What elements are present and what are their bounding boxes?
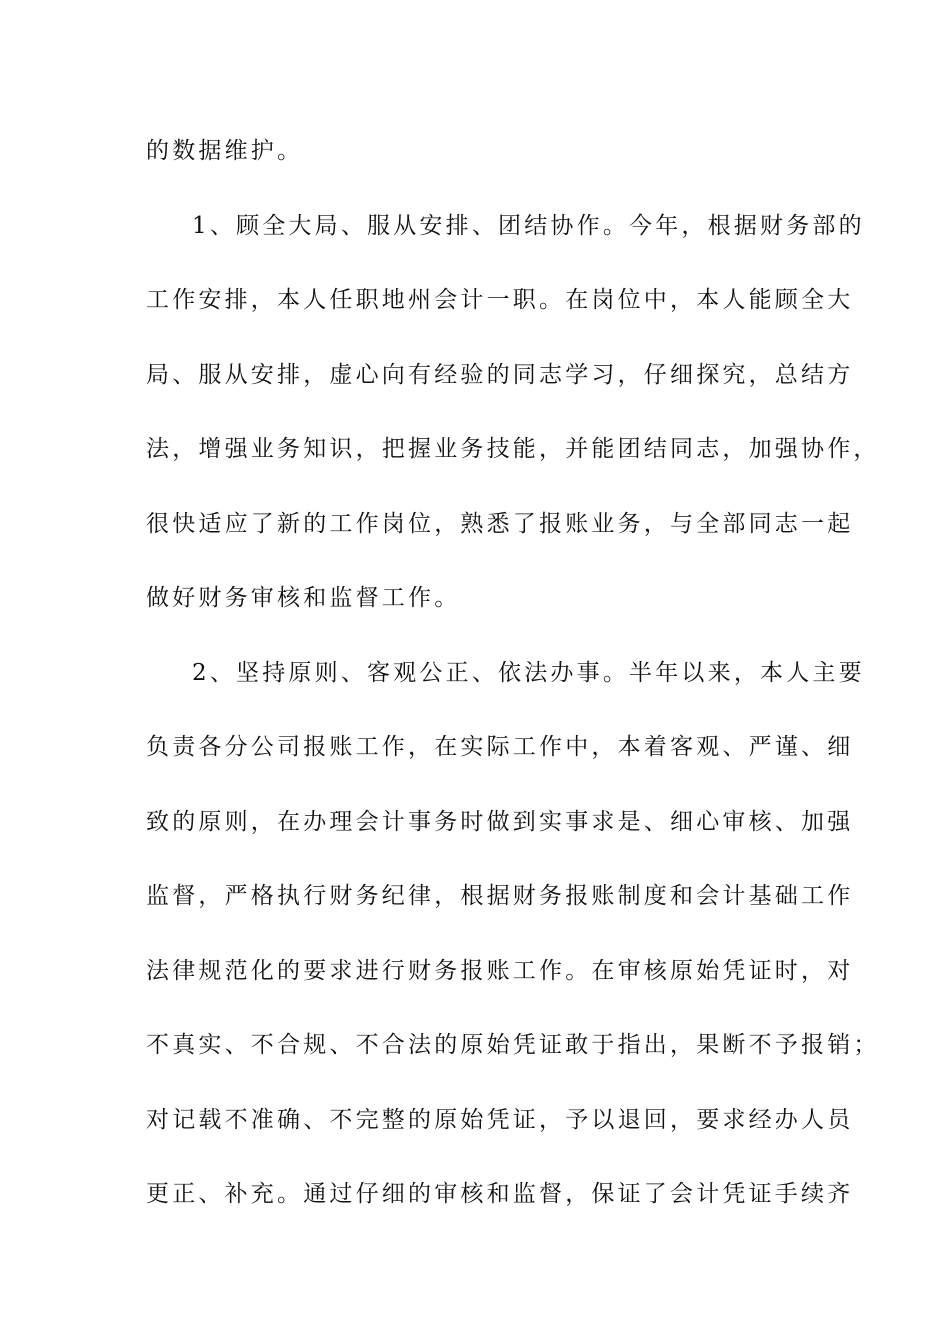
body-text — [146, 126, 880, 1244]
text-line: 致的原则，在办理会计事务时做到实事求是、细心审核、加强 — [146, 808, 854, 835]
text-line: 局、服从安排，虚心向有经验的同志学习，仔细探究，总结方 — [146, 361, 854, 388]
text-line: 更正、补充。通过仔细的审核和监督，保证了会计凭证手续齐 — [146, 1181, 854, 1207]
text-line: 负责各分公司报账工作，在实际工作中，本着客观、严谨、细 — [146, 734, 854, 760]
text-line: 不真实、不合规、不合法的原始凭证敢于指出，果断不予报销； — [146, 1032, 880, 1058]
text-line: 2、坚持原则、客观公正、依法办事。半年以来，本人主要 — [192, 659, 865, 686]
text-line: 1、顾全大局、服从安排、团结协作。今年，根据财务部的 — [192, 212, 865, 239]
text-line: 法律规范化的要求进行财务报账工作。在审核原始凭证时，对 — [146, 957, 854, 984]
text-line: 很快适应了新的工作岗位，熟悉了报账业务，与全部同志一起 — [146, 510, 854, 537]
text-line: 的数据维护。 — [146, 138, 304, 164]
text-line: 监督，严格执行财务纪律，根据财务报账制度和会计基础工作 — [146, 883, 854, 909]
text-line: 做好财务审核和监督工作。 — [146, 585, 461, 611]
text-line: 对记载不准确、不完整的原始凭证，予以退回，要求经办人员 — [146, 1106, 854, 1133]
text-line: 工作安排，本人任职地州会计一职。在岗位中，本人能顾全大 — [146, 287, 854, 313]
text-line: 法，增强业务知识，把握业务技能，并能团结同志，加强协作， — [146, 436, 880, 462]
